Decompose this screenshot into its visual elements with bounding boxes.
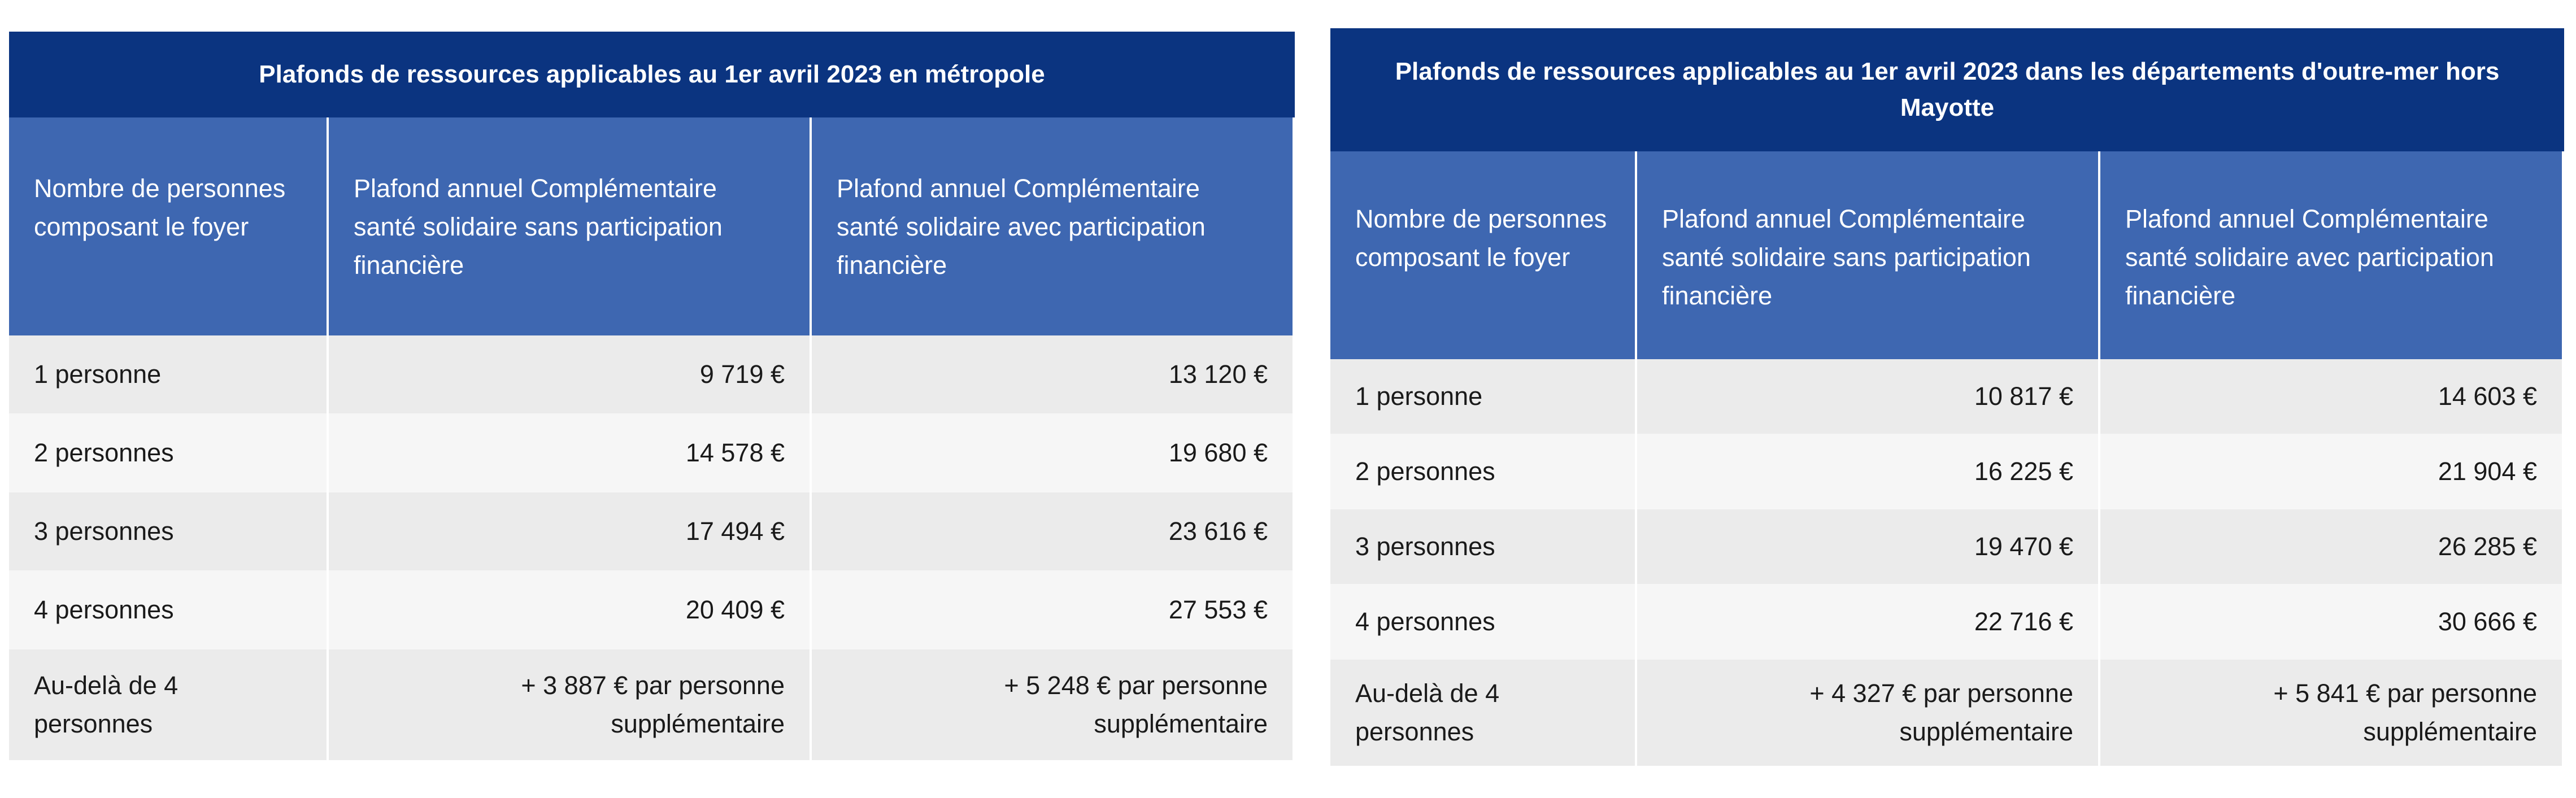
household-size-cell: Au-delà de 4 personnes	[1330, 660, 1637, 766]
ceiling-without-participation-cell: 22 716 €	[1637, 584, 2100, 660]
ceiling-without-participation-cell: 10 817 €	[1637, 359, 2100, 434]
table-grid	[1330, 151, 2564, 766]
ceiling-without-participation-cell: 14 578 €	[329, 413, 812, 492]
household-size-cell: Au-delà de 4 personnes	[9, 649, 329, 760]
ceiling-with-participation-cell: 23 616 €	[812, 492, 1295, 570]
ceiling-with-participation-cell: 13 120 €	[812, 335, 1295, 413]
ceiling-with-participation-cell: 26 285 €	[2100, 509, 2564, 584]
ceiling-without-participation-cell: 9 719 €	[329, 335, 812, 413]
ceiling-with-participation-cell: 19 680 €	[812, 413, 1295, 492]
ceiling-without-participation-cell: 20 409 €	[329, 570, 812, 649]
ceiling-with-participation-cell: + 5 248 € par personne supplémentaire	[812, 649, 1295, 760]
ceiling-without-participation-cell: 19 470 €	[1637, 509, 2100, 584]
table-metropole	[9, 32, 1295, 760]
column-header-without-participation: Plafond annuel Complémentaire santé solidaire sans participation financière	[1637, 151, 2100, 359]
household-size-cell: 1 personne	[1330, 359, 1637, 434]
household-size-cell: 1 personne	[9, 335, 329, 413]
column-header-household: Nombre de personnes composant le foyer	[9, 117, 329, 335]
ceiling-with-participation-cell: 30 666 €	[2100, 584, 2564, 660]
table-grid	[9, 117, 1295, 760]
ceiling-without-participation-cell: + 4 327 € par personne supplémentaire	[1637, 660, 2100, 766]
ceiling-with-participation-cell: 27 553 €	[812, 570, 1295, 649]
table-outre-mer	[1330, 28, 2564, 766]
ceiling-without-participation-cell: 17 494 €	[329, 492, 812, 570]
ceiling-with-participation-cell: 14 603 €	[2100, 359, 2564, 434]
household-size-cell: 4 personnes	[9, 570, 329, 649]
column-header-with-participation: Plafond annuel Complémentaire santé solidaire avec participation financière	[2100, 151, 2564, 359]
table-title: Plafonds de ressources applicables au 1er avril 2023 en métropole	[9, 32, 1295, 117]
ceiling-without-participation-cell: + 3 887 € par personne supplémentaire	[329, 649, 812, 760]
household-size-cell: 3 personnes	[9, 492, 329, 570]
ceiling-with-participation-cell: 21 904 €	[2100, 434, 2564, 509]
table-title: Plafonds de ressources applicables au 1er avril 2023 dans les départements d'outre-mer hors Mayotte	[1330, 28, 2564, 151]
column-header-household: Nombre de personnes composant le foyer	[1330, 151, 1637, 359]
ceiling-without-participation-cell: 16 225 €	[1637, 434, 2100, 509]
household-size-cell: 2 personnes	[1330, 434, 1637, 509]
column-header-with-participation: Plafond annuel Complémentaire santé solidaire avec participation financière	[812, 117, 1295, 335]
household-size-cell: 4 personnes	[1330, 584, 1637, 660]
column-header-without-participation: Plafond annuel Complémentaire santé solidaire sans participation financière	[329, 117, 812, 335]
household-size-cell: 3 personnes	[1330, 509, 1637, 584]
household-size-cell: 2 personnes	[9, 413, 329, 492]
ceiling-with-participation-cell: + 5 841 € par personne supplémentaire	[2100, 660, 2564, 766]
